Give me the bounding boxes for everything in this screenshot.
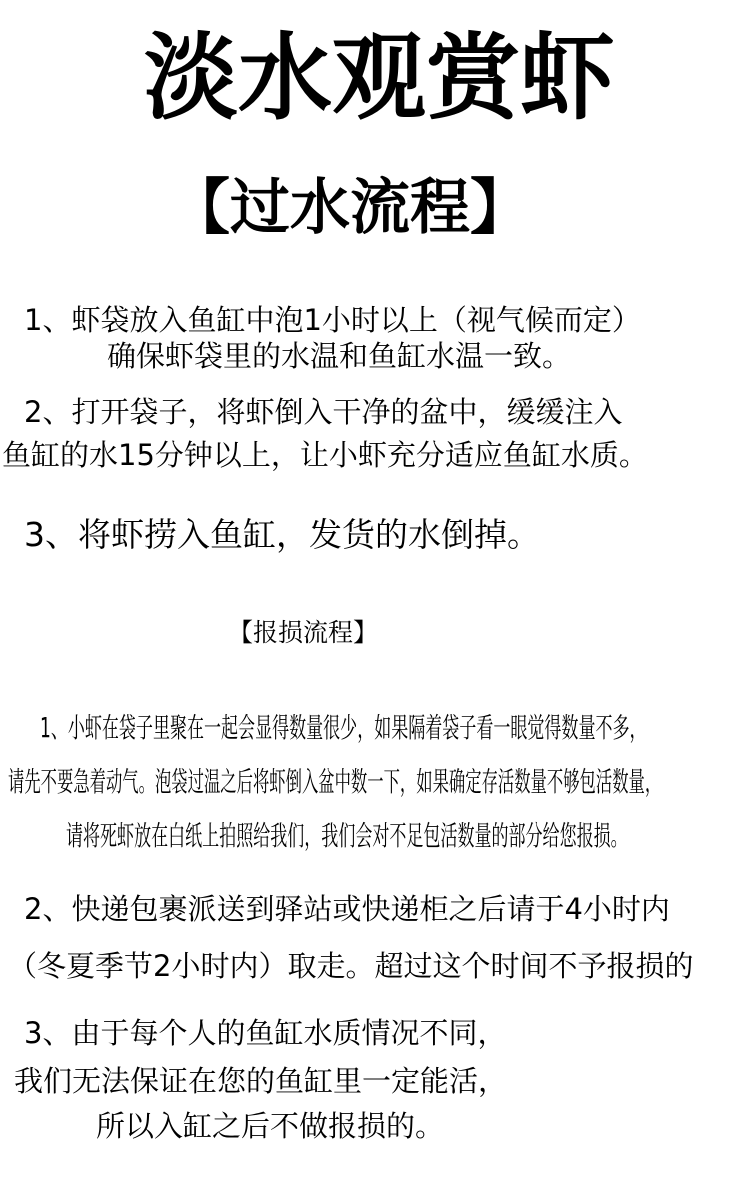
loss-report-item-1-line-1: 1、小虾在袋子里聚在一起会显得数量很少，如果隔着袋子看一眼觉得数量不多， — [40, 713, 647, 745]
loss-report-item-1-line-3: 请将死虾放在白纸上拍照给我们，我们会对不足包活数量的部分给您报损。 — [66, 821, 628, 853]
loss-report-item-3-line-3: 所以入缸之后不做报损的。 — [96, 1109, 445, 1143]
acclimation-step-2-line-2: 鱼缸的水15分钟以上，让小虾充分适应鱼缸水质。 — [2, 438, 648, 472]
loss-report-item-1-line-2: 请先不要急着动气。泡袋过温之后将虾倒入盆中数一下，如果确定存活数量不够包活数量， — [8, 767, 662, 799]
acclimation-step-2-line-1: 2、打开袋子，将虾倒入干净的盆中，缓缓注入 — [24, 395, 623, 429]
acclimation-step-1-line-2: 确保虾袋里的水温和鱼缸水温一致。 — [107, 339, 572, 373]
page-title: 淡水观赏虾 — [143, 24, 614, 133]
loss-report-item-2-line-2: （冬夏季节2小时内）取走。超过这个时间不予报损的 — [8, 949, 694, 983]
loss-report-item-3-line-2: 我们无法保证在您的鱼缸里一定能活， — [14, 1064, 508, 1098]
section-heading-water-acclimation: 【过水流程】 — [170, 173, 530, 243]
acclimation-step-1-line-1: 1、虾袋放入鱼缸中泡1小时以上（视气候而定） — [24, 303, 641, 337]
loss-report-item-3-line-1: 3、由于每个人的鱼缸水质情况不同， — [24, 1016, 507, 1050]
acclimation-step-3: 3、将虾捞入鱼缸，发货的水倒掉。 — [24, 515, 540, 554]
loss-report-item-2-line-1: 2、快递包裹派送到驿站或快递柜之后请于4小时内 — [24, 892, 670, 926]
section-heading-loss-report: 【报损流程】 — [228, 618, 379, 647]
